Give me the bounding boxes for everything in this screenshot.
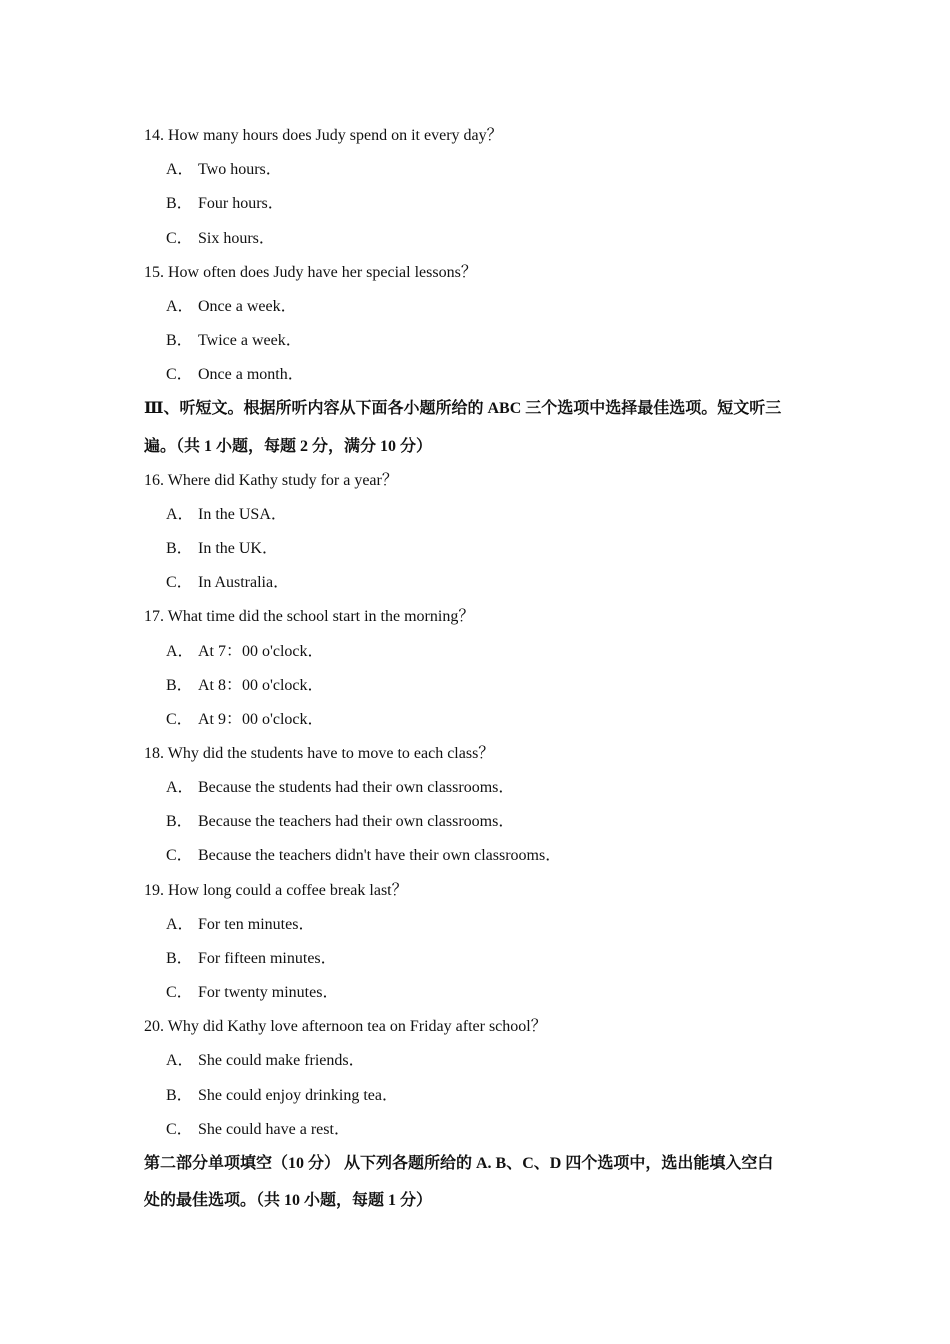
question-17-option-a <box>166 642 324 662</box>
option-letter: A． <box>166 779 194 796</box>
option-text: In the USA． <box>198 506 287 523</box>
option-text: Two hours． <box>198 161 282 178</box>
question-14-option-a <box>166 160 282 180</box>
option-letter: B． <box>166 540 193 557</box>
option-letter: A． <box>166 643 194 660</box>
option-letter: C． <box>166 230 193 247</box>
question-17-option-c <box>166 710 324 730</box>
option-text: Twice a week． <box>198 332 302 349</box>
part-2-instructions-line-2: 处的最佳选项。（共 10 小题，每题 1 分） <box>144 1192 433 1209</box>
question-14-option-b <box>166 194 284 214</box>
question-15-option-a <box>166 297 297 317</box>
option-letter: C． <box>166 984 193 1001</box>
part-2-instructions-line-1: 第二部分单项填空（10 分） 从下列各题所给的 A. B、C、D 四个选项中，选出能填入空白 <box>144 1155 774 1172</box>
option-letter: B． <box>166 813 193 830</box>
option-letter: B． <box>166 195 193 212</box>
option-text: At 9：00 o'clock． <box>198 711 324 728</box>
question-19-option-b <box>166 949 337 969</box>
option-letter: B． <box>166 332 193 349</box>
option-text: Because the students had their own classrooms． <box>198 779 515 796</box>
question-17-option-b <box>166 676 324 696</box>
question-18-option-b <box>166 812 514 832</box>
option-text: At 8：00 o'clock． <box>198 677 324 694</box>
option-letter: A． <box>166 298 194 315</box>
option-text: At 7：00 o'clock． <box>198 643 324 660</box>
option-letter: A． <box>166 506 194 523</box>
option-text: She could enjoy drinking tea． <box>198 1087 398 1104</box>
option-letter: B． <box>166 1087 193 1104</box>
option-text: Six hours． <box>198 230 275 247</box>
question-20-stem: 20. Why did Kathy love afternoon tea on Friday after school？ <box>144 1018 547 1035</box>
question-16-option-b <box>166 539 278 559</box>
question-15-option-b <box>166 331 302 351</box>
option-text: In Australia． <box>198 574 290 591</box>
option-text: Four hours． <box>198 195 284 212</box>
question-20-option-a <box>166 1051 365 1071</box>
question-14-option-c <box>166 229 275 249</box>
option-text: Because the teachers didn't have their own classrooms． <box>198 847 562 864</box>
option-letter: B． <box>166 950 193 967</box>
option-text: For fifteen minutes． <box>198 950 337 967</box>
question-20-option-b <box>166 1086 398 1106</box>
option-text: Once a month． <box>198 366 304 383</box>
option-letter: C． <box>166 574 193 591</box>
option-text: She could have a rest． <box>198 1121 350 1138</box>
option-letter: A． <box>166 161 194 178</box>
option-letter: B． <box>166 677 193 694</box>
option-text: Because the teachers had their own classrooms． <box>198 813 515 830</box>
question-15-stem: 15. How often does Judy have her special lessons？ <box>144 264 477 281</box>
question-16-option-c <box>166 573 289 593</box>
question-19-option-c <box>166 983 338 1003</box>
question-19-stem: 19. How long could a coffee break last？ <box>144 882 408 899</box>
option-letter: C． <box>166 366 193 383</box>
question-14-stem: 14. How many hours does Judy spend on it every day？ <box>144 127 503 144</box>
section-3-instructions-line-1: Ⅲ、听短文。根据所听内容从下面各小题所给的 ABC 三个选项中选择最佳选项。短文听三 <box>144 400 782 417</box>
question-17-stem: 17. What time did the school start in the morning？ <box>144 608 475 625</box>
option-text: Once a week． <box>198 298 297 315</box>
option-text: In the UK． <box>198 540 278 557</box>
option-letter: A． <box>166 916 194 933</box>
question-19-option-a <box>166 915 314 935</box>
option-text: For twenty minutes． <box>198 984 339 1001</box>
question-18-option-c <box>166 846 561 866</box>
option-letter: C． <box>166 1121 193 1138</box>
question-16-stem: 16. Where did Kathy study for a year？ <box>144 472 398 489</box>
option-letter: C． <box>166 711 193 728</box>
option-letter: A． <box>166 1052 194 1069</box>
question-20-option-c <box>166 1120 350 1140</box>
option-letter: C． <box>166 847 193 864</box>
question-16-option-a <box>166 505 287 525</box>
option-text: She could make friends． <box>198 1052 365 1069</box>
question-18-stem: 18. Why did the students have to move to each class？ <box>144 745 495 762</box>
question-15-option-c <box>166 365 304 385</box>
section-3-instructions-line-2: 遍。（共 1 小题，每题 2 分，满分 10 分） <box>144 438 433 455</box>
option-text: For ten minutes． <box>198 916 315 933</box>
question-18-option-a <box>166 778 514 798</box>
